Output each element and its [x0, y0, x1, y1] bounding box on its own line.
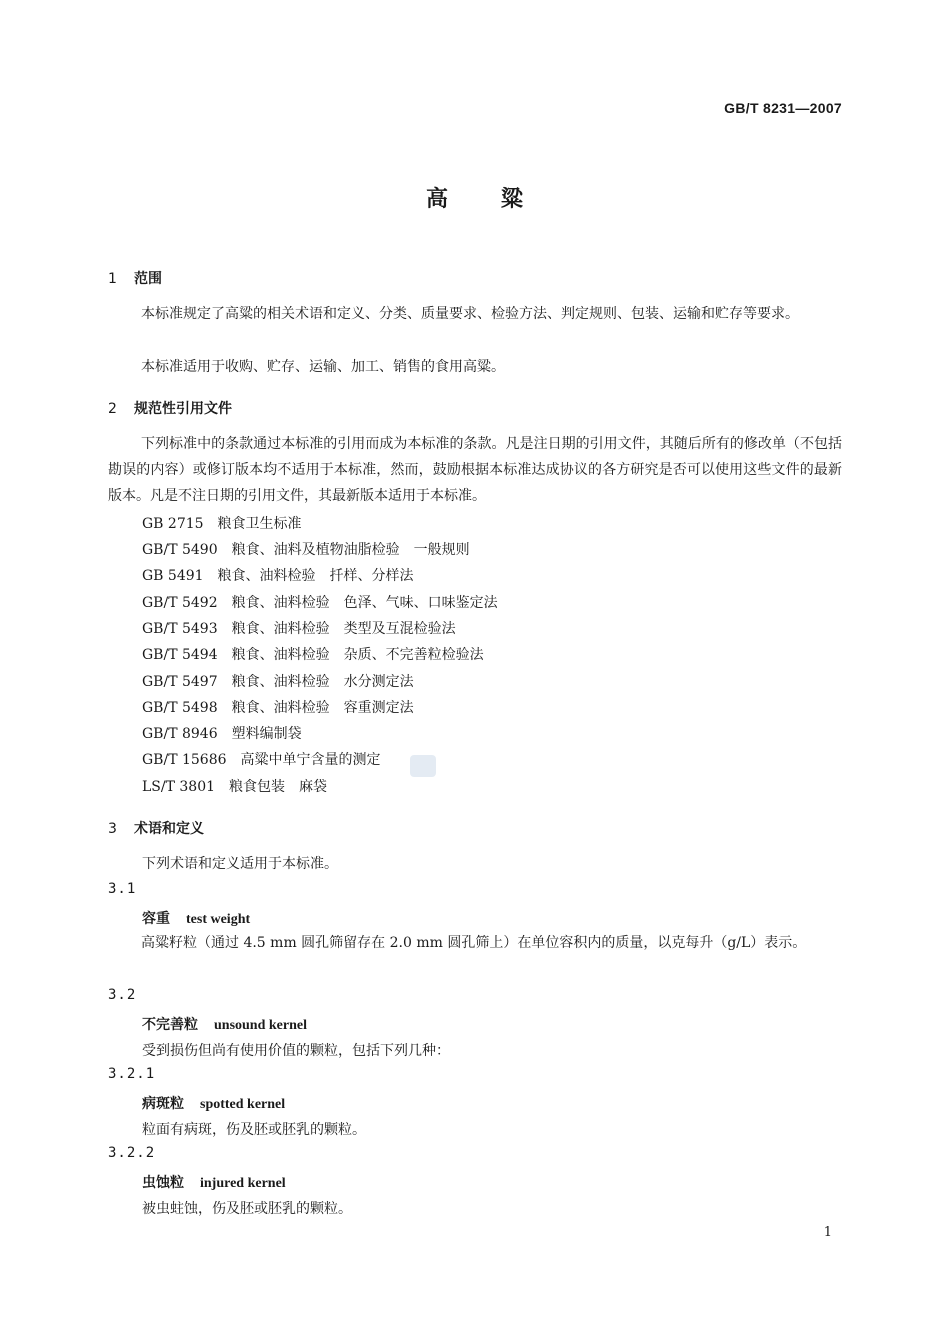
- section-3-heading: [108, 818, 204, 838]
- reference-item: GB/T 5497 粮食、油料检验 水分测定法: [142, 674, 414, 690]
- term-heading: [142, 908, 250, 928]
- term-definition: 高粱籽粒（通过 4.5 mm 圆孔筛留存在 2.0 mm 圆孔筛上）在单位容积内的质量，以克每升（g/L）表示。: [141, 935, 807, 951]
- reference-item: GB/T 15686 高粱中单宁含量的测定: [142, 752, 381, 768]
- term-en: spotted kernel: [200, 1097, 286, 1112]
- term-zh: 病斑粒: [142, 1096, 184, 1112]
- reference-item: GB/T 5493 粮食、油料检验 类型及互混检验法: [142, 621, 456, 637]
- section-title: 术语和定义: [134, 821, 204, 837]
- section-number: 1: [108, 271, 117, 287]
- section-title: 范围: [134, 271, 162, 287]
- reference-item: LS/T 3801 粮食包装 麻袋: [142, 779, 328, 795]
- title-char-1: 高: [425, 187, 449, 212]
- watermark-logo: [410, 755, 436, 777]
- document-title: [0, 182, 950, 213]
- section-2-heading: [108, 398, 232, 418]
- reference-item: GB/T 5498 粮食、油料检验 容重测定法: [142, 700, 414, 716]
- term-definition: 被虫蛀蚀，伤及胚或胚乳的颗粒。: [142, 1201, 352, 1217]
- page-number: 1: [823, 1225, 832, 1240]
- term-heading: [142, 1172, 286, 1192]
- term-zh: 虫蚀粒: [142, 1175, 184, 1191]
- section-1-paragraph-2: 本标准适用于收购、贮存、运输、加工、销售的食用高粱。: [141, 359, 505, 375]
- section-title: 规范性引用文件: [134, 401, 232, 417]
- section-1-paragraph-1: 本标准规定了高粱的相关术语和定义、分类、质量要求、检验方法、判定规则、包装、运输和贮存等要求。: [141, 306, 799, 322]
- clause-number: 3.2: [108, 987, 137, 1003]
- reference-item: GB/T 8946 塑料编制袋: [142, 726, 302, 742]
- term-en: test weight: [186, 912, 251, 927]
- section-3-paragraph-1: 下列术语和定义适用于本标准。: [142, 856, 338, 872]
- clause-number: 3.1: [108, 881, 137, 897]
- standard-code: GB/T 8231—2007: [724, 100, 842, 116]
- term-definition: 粒面有病斑，伤及胚或胚乳的颗粒。: [142, 1122, 366, 1138]
- section-number: 2: [108, 401, 117, 417]
- term-en: unsound kernel: [214, 1018, 307, 1033]
- reference-item: GB/T 5494 粮食、油料检验 杂质、不完善粒检验法: [142, 647, 484, 663]
- term-definition: 受到损伤但尚有使用价值的颗粒，包括下列几种：: [142, 1043, 450, 1059]
- term-en: injured kernel: [200, 1176, 286, 1191]
- term-heading: [142, 1014, 307, 1034]
- term-zh: 容重: [142, 911, 170, 927]
- reference-item: GB/T 5492 粮食、油料检验 色泽、气味、口味鉴定法: [142, 595, 498, 611]
- title-char-2: 粱: [501, 187, 525, 212]
- term-heading: [142, 1093, 285, 1113]
- section-1-heading: [108, 268, 162, 288]
- reference-item: GB 5491 粮食、油料检验 扦样、分样法: [142, 568, 414, 584]
- clause-number: 3.2.2: [108, 1145, 156, 1161]
- reference-item: GB 2715 粮食卫生标准: [142, 516, 302, 532]
- term-zh: 不完善粒: [142, 1017, 198, 1033]
- section-2-paragraph-1: 下列标准中的条款通过本标准的引用而成为本标准的条款。凡是注日期的引用文件，其随后所有的修改单（不包括勘误的内容）或修订版本均不适用于本标准，然而，鼓励根据本标准达成协议的各方研究是否可以使用这些文件的最新版本。凡是不注日期的引用文件，其最新版本适用于本标准。: [108, 436, 842, 504]
- section-number: 3: [108, 821, 117, 837]
- reference-item: GB/T 5490 粮食、油料及植物油脂检验 一般规则: [142, 542, 470, 558]
- clause-number: 3.2.1: [108, 1066, 156, 1082]
